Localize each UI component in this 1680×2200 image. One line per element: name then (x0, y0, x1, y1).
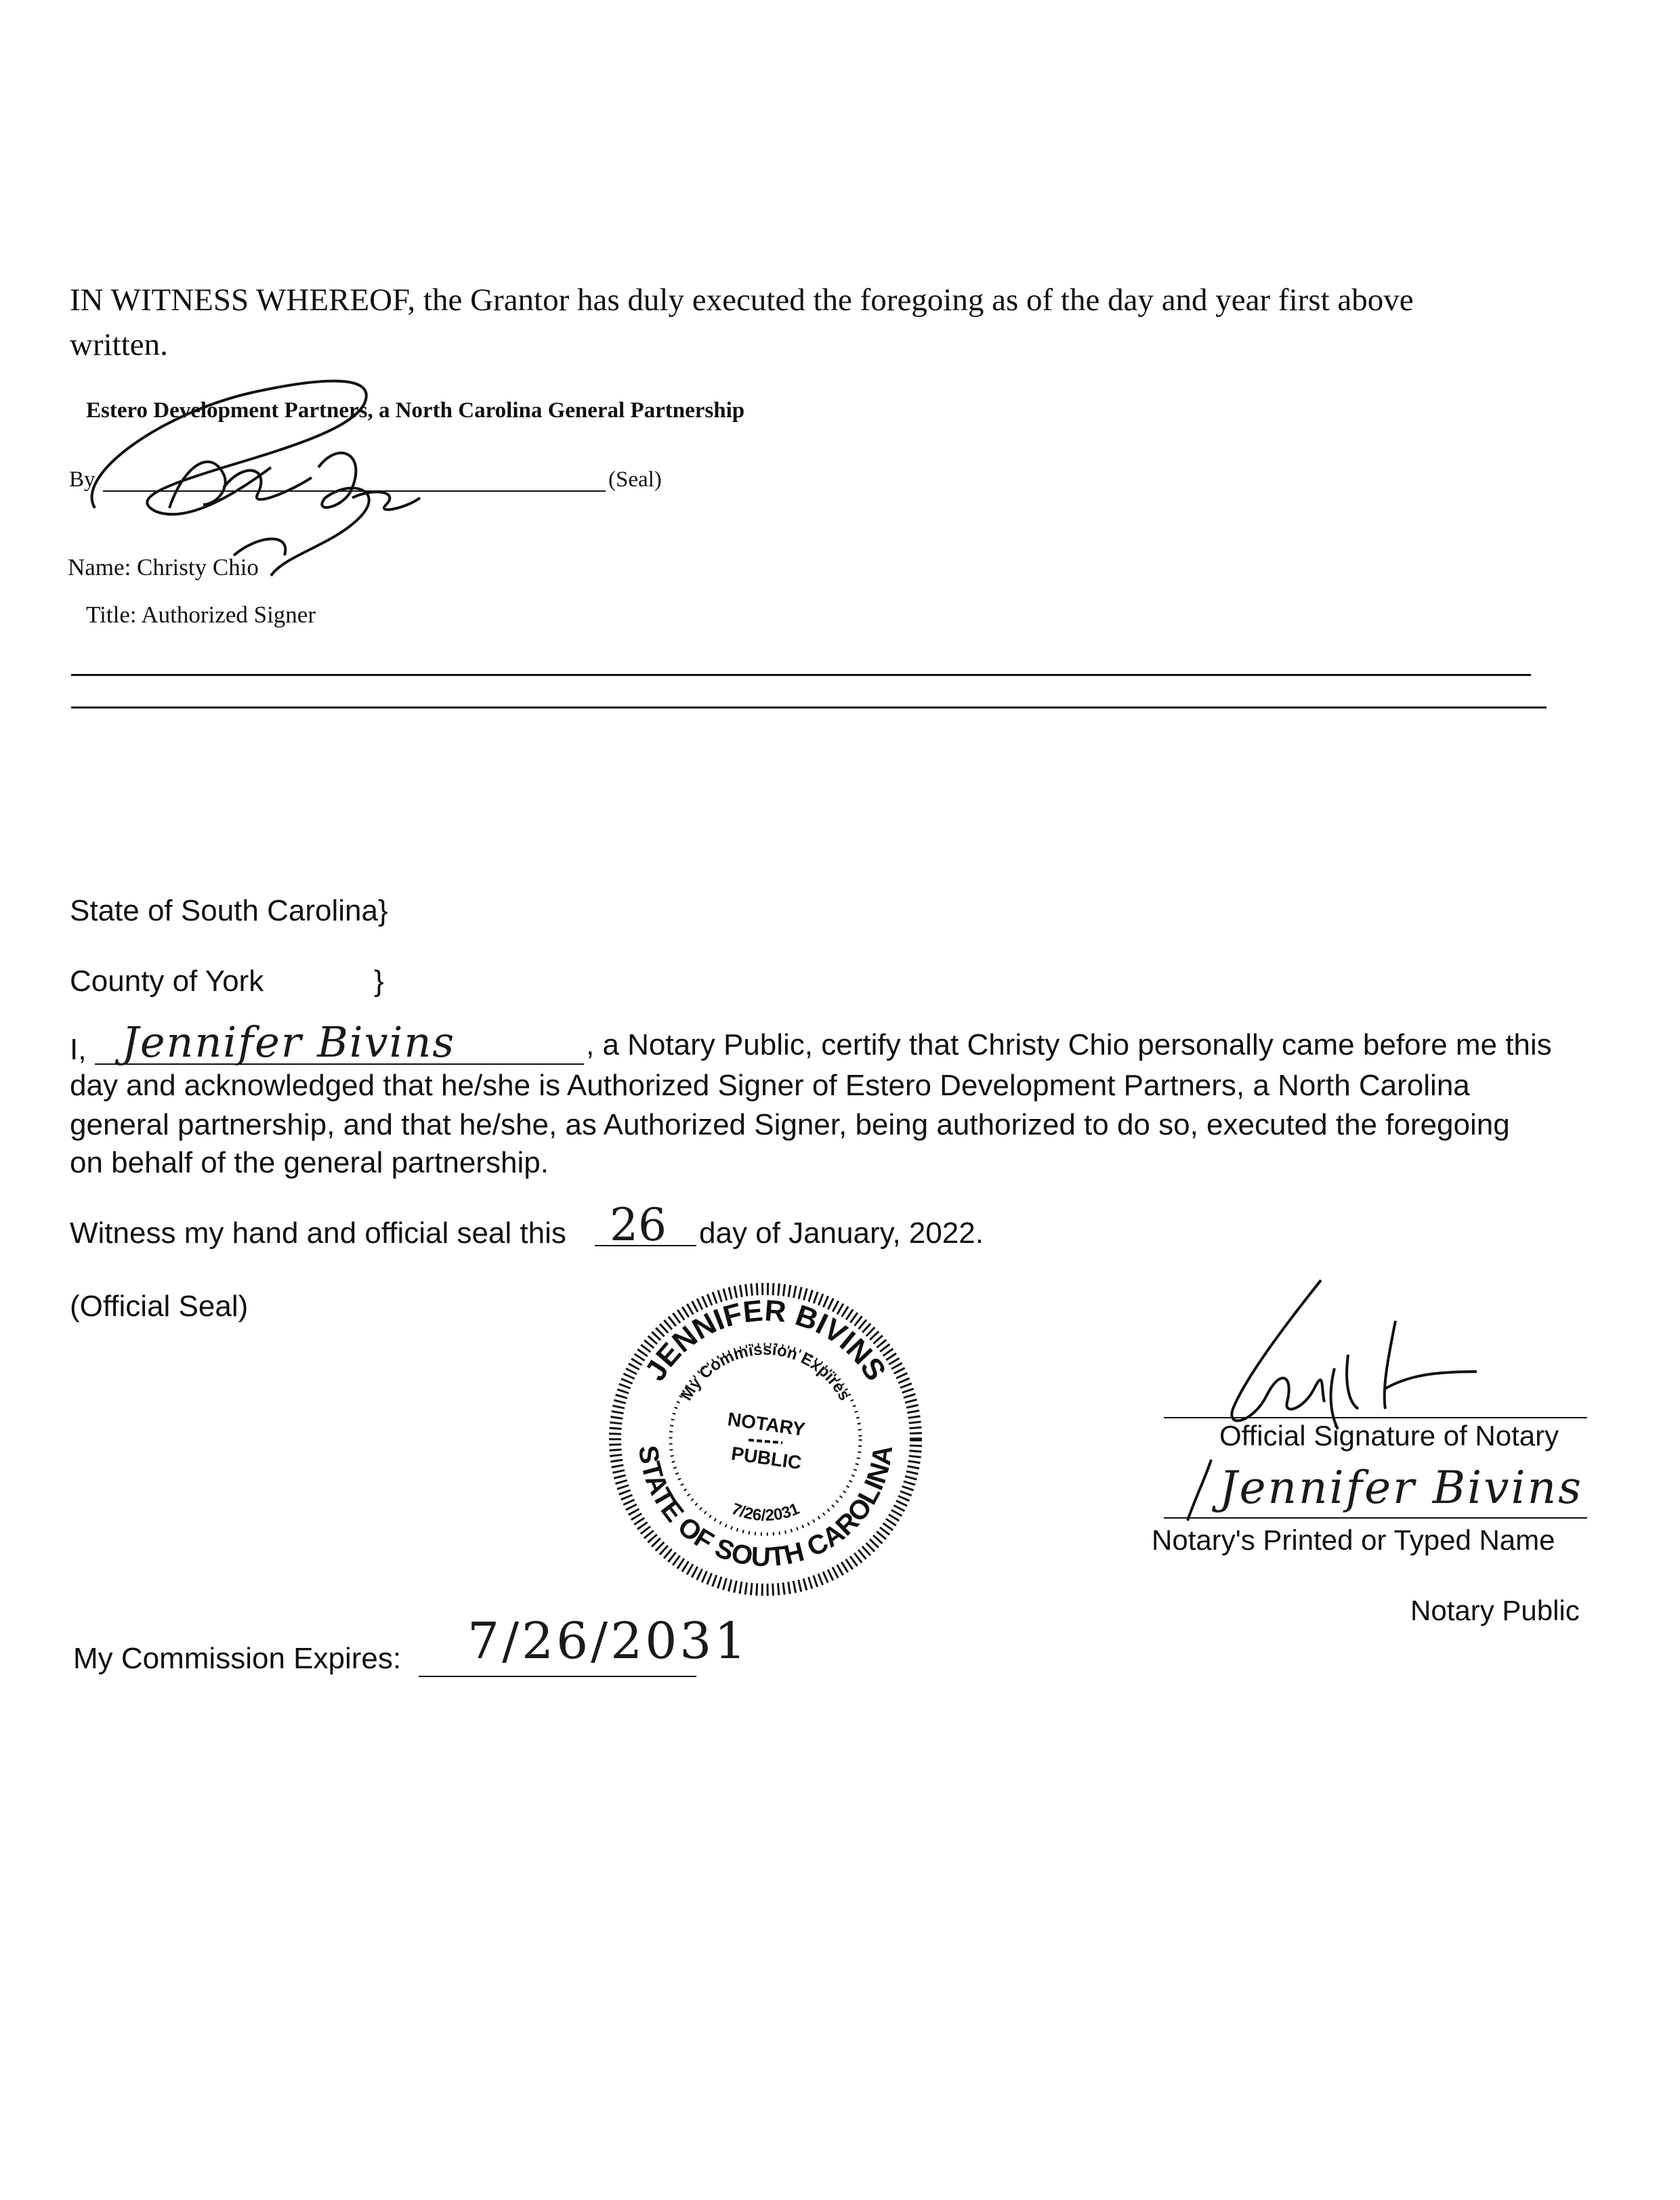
svg-text:JENNIFER BIVINS (639, 1294, 893, 1387)
commission-date-handwritten: 7/26/2031 (467, 1612, 749, 1670)
separator-line-2 (71, 706, 1547, 708)
notary-county: County of York (70, 965, 264, 998)
svg-text:7/26/2031 (729, 1500, 802, 1525)
ack-line2: day and acknowledged that he/she is Authorized Signer of Estero Development Partners, a North Carolina (70, 1069, 1470, 1102)
commission-label: My Commission Expires: (73, 1642, 402, 1675)
notary-signature (1192, 1273, 1517, 1436)
seal-label: (Seal) (608, 467, 662, 492)
notary-stamp (606, 1280, 925, 1599)
grantor-entity: Estero Development Partners, a North Carolina General Partnership (86, 398, 745, 423)
ack-line3: general partnership, and that he/she, as Authorized Signer, being authorized to do so, executed the foregoing (70, 1108, 1510, 1141)
notary-public-label: Notary Public (1410, 1594, 1580, 1626)
svg-text:My Commission Expires (677, 1340, 854, 1404)
ack-notary-name-line (95, 1063, 584, 1065)
witness-hand-suffix: day of January, 2022. (699, 1217, 984, 1250)
separator-line-1 (71, 674, 1531, 676)
witness-day-line (595, 1245, 696, 1246)
witness-day-handwritten: 26 (610, 1199, 667, 1251)
witness-hand-prefix: Witness my hand and official seal this (70, 1217, 566, 1250)
notary-county-brace: } (374, 965, 384, 998)
ack-line1-rest: , a Notary Public, certify that Christy Chio personally came before me this (586, 1028, 1552, 1061)
notary-signature-line (1164, 1417, 1587, 1418)
stamp-inner-bottom: 7/26/2031 (728, 1500, 803, 1525)
stamp-center-bottom: PUBLIC (730, 1442, 803, 1474)
ack-intro-prefix: I, (70, 1033, 87, 1066)
notary-printed-name-handwritten: Jennifer Bivins (1219, 1462, 1584, 1514)
printed-name-label: Notary's Printed or Typed Name (1152, 1524, 1555, 1556)
ack-line4: on behalf of the general partnership. (70, 1146, 549, 1179)
signer-title: Title: Authorized Signer (86, 601, 316, 628)
official-signature-label: Official Signature of Notary (1219, 1420, 1559, 1452)
notary-state: State of South Carolina} (70, 894, 388, 927)
ack-notary-name-handwritten: Jennifer Bivins (122, 1017, 456, 1067)
grantor-signature (68, 352, 447, 596)
signer-name: Name: Christy Chio (68, 554, 259, 580)
witness-clause-line2: written. (70, 327, 168, 362)
notary-printed-name-line (1164, 1517, 1587, 1519)
printed-name-stroke (1164, 1456, 1225, 1524)
by-label: By (69, 467, 96, 492)
official-seal-label: (Official Seal) (70, 1290, 249, 1323)
witness-clause-line1: IN WITNESS WHEREOF, the Grantor has duly executed the foregoing as of the day and year first above (70, 282, 1414, 318)
stamp-outer-bottom: STATE OF SOUTH CAROLINA (632, 1443, 899, 1573)
commission-date-line (419, 1676, 696, 1677)
stamp-outer-top: JENNIFER BIVINS (638, 1294, 893, 1387)
stamp-inner-top: My Commission Expires (677, 1340, 854, 1404)
stamp-center-top: NOTARY (726, 1408, 807, 1440)
